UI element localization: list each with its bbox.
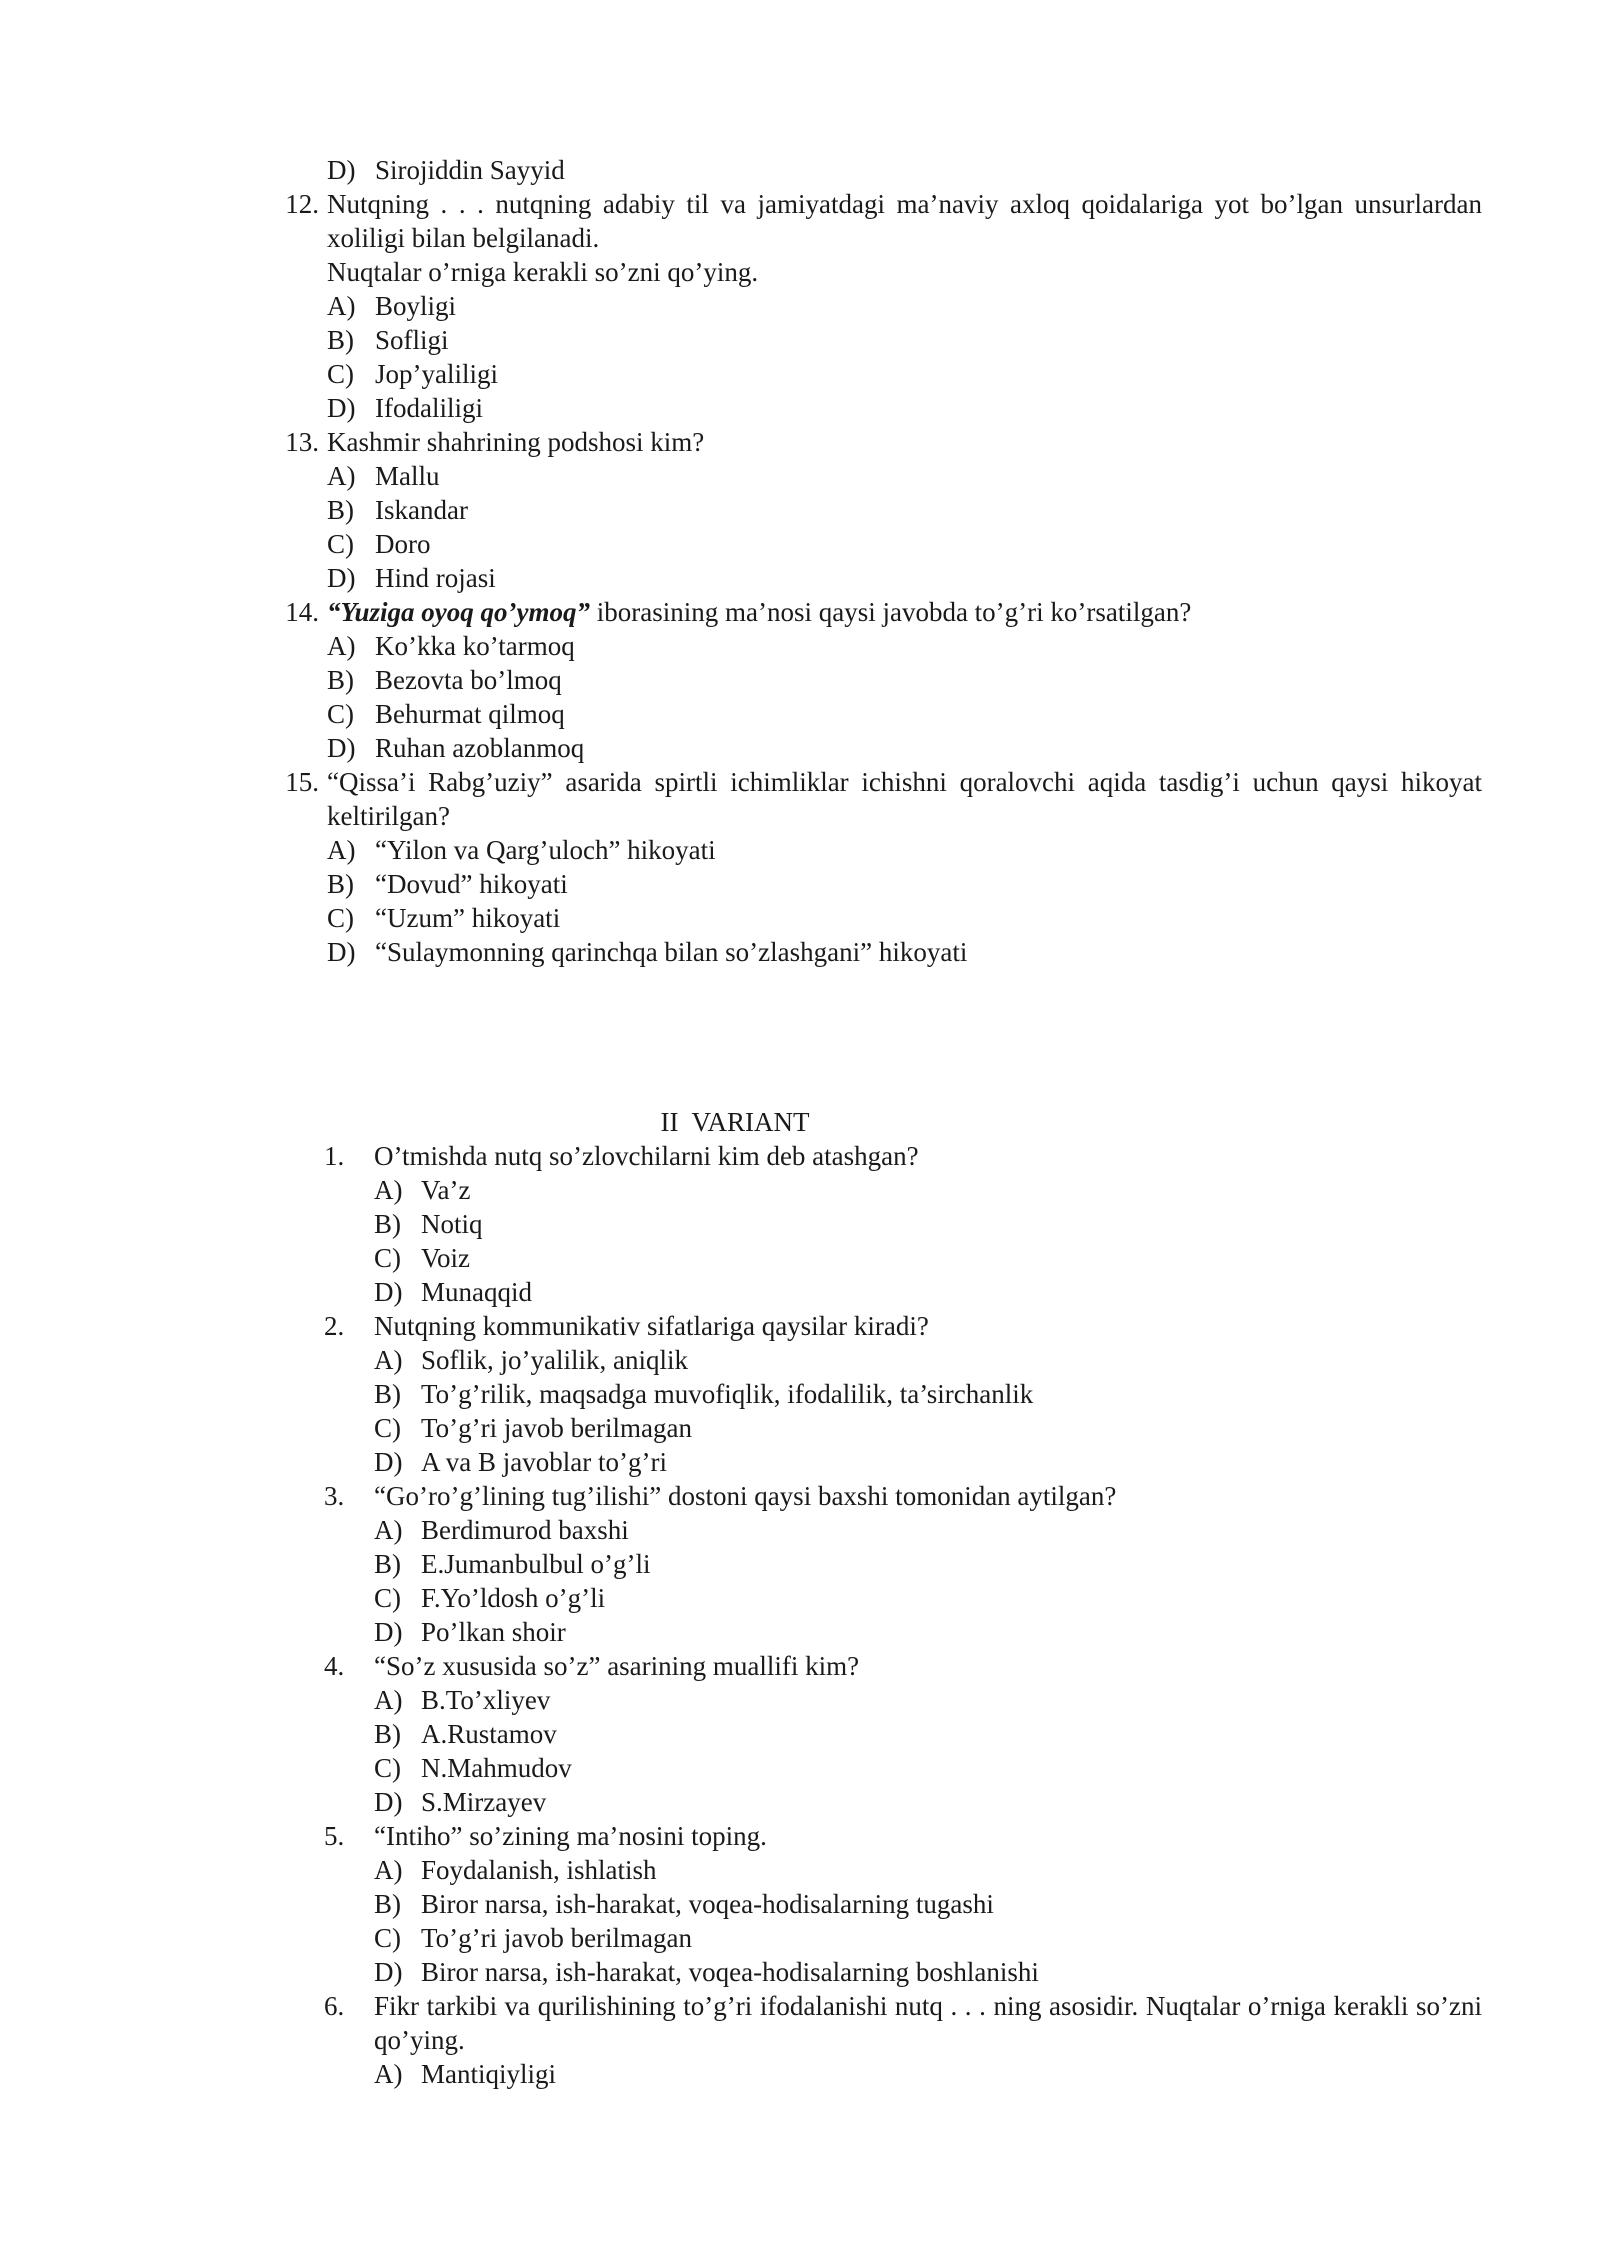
option-text: Munaqqid xyxy=(421,1277,532,1307)
option xyxy=(374,1955,1600,1989)
option-letter: A) xyxy=(327,631,356,661)
option-letter: B) xyxy=(374,1889,401,1919)
option xyxy=(374,1411,1600,1445)
option xyxy=(327,289,1600,323)
question-number: 14. xyxy=(285,597,319,627)
option-letter: A) xyxy=(374,1855,403,1885)
option xyxy=(374,1683,1600,1717)
option-letter: A) xyxy=(327,291,356,321)
option xyxy=(374,1921,1600,1955)
option xyxy=(327,323,1600,357)
question-13 xyxy=(285,425,1482,459)
option-letter: D) xyxy=(327,733,356,763)
option xyxy=(374,1377,1600,1411)
option-letter: A) xyxy=(374,2059,403,2089)
question-4 xyxy=(324,1649,1482,1683)
option xyxy=(374,1445,1600,1479)
question-text: O’tmishda nutq so’zlovchilarni kim deb atashgan? xyxy=(374,1141,919,1171)
option-text: Behurmat qilmoq xyxy=(375,699,565,729)
option-letter: C) xyxy=(327,699,354,729)
option-text: Berdimurod baxshi xyxy=(421,1515,629,1545)
option-text: Foydalanish, ishlatish xyxy=(421,1855,657,1885)
option-letter: A) xyxy=(327,461,356,491)
variant-heading: II VARIANT xyxy=(660,1107,810,1137)
option-letter: D) xyxy=(327,937,356,967)
option xyxy=(327,867,1600,901)
option xyxy=(374,1751,1600,1785)
option xyxy=(374,1241,1600,1275)
question-number: 3. xyxy=(324,1481,345,1511)
question-text-rest: iborasining ma’nosi qaysi javobda to’g’ri ko’rsatilgan? xyxy=(590,597,1192,627)
option xyxy=(374,1581,1600,1615)
option xyxy=(327,833,1600,867)
question-text: Nutqning kommunikativ sifatlariga qaysilar kiradi? xyxy=(374,1311,929,1341)
option-letter: C) xyxy=(374,1243,401,1273)
option-letter: B) xyxy=(327,495,354,525)
option xyxy=(327,459,1600,493)
option xyxy=(327,935,1600,969)
option xyxy=(374,1547,1600,1581)
option-text: “Dovud” hikoyati xyxy=(375,869,568,899)
option xyxy=(374,2057,1600,2091)
question-number: 1. xyxy=(324,1141,345,1171)
option-text: Mantiqiyligi xyxy=(421,2059,556,2089)
option-text: Voiz xyxy=(421,1243,471,1273)
option-letter: A) xyxy=(374,1685,403,1715)
option-text: Doro xyxy=(375,529,431,559)
option-letter: D) xyxy=(374,1277,403,1307)
question-text: Nutqning . . . nutqning adabiy til va jamiyatdagi ma’naviy axloq qoidalariga yot bo’lgan unsurlardan xoliligi bilan belgilanadi. xyxy=(327,189,1482,253)
option xyxy=(327,629,1600,663)
option-letter: C) xyxy=(327,529,354,559)
option xyxy=(327,901,1600,935)
option-text: Sirojiddin Sayyid xyxy=(375,155,565,185)
option-text: N.Mahmudov xyxy=(421,1753,572,1783)
question-number: 6. xyxy=(324,1991,345,2021)
option-text: A.Rustamov xyxy=(421,1719,557,1749)
option-letter: B) xyxy=(374,1549,401,1579)
question-text: Fikr tarkibi va qurilishining to’g’ri ifodalanishi nutq . . . ning asosidir. Nuqtalar o’rniga kerakli so’zni qo’ying. xyxy=(374,1991,1482,2055)
option-text: B.To’xliyev xyxy=(421,1685,551,1715)
option-letter: B) xyxy=(327,665,354,695)
option xyxy=(374,1887,1600,1921)
option-letter: C) xyxy=(374,1413,401,1443)
question-text xyxy=(327,595,1482,629)
question-number: 2. xyxy=(324,1311,345,1341)
option xyxy=(327,357,1600,391)
option xyxy=(374,1275,1600,1309)
option-letter: D) xyxy=(374,1787,403,1817)
option-text: Ko’kka ko’tarmoq xyxy=(375,631,575,661)
option-text: Sofligi xyxy=(375,325,449,355)
question-14 xyxy=(285,595,1482,629)
option xyxy=(327,391,1600,425)
option xyxy=(374,1343,1600,1377)
option-letter: B) xyxy=(327,325,354,355)
option-letter: A) xyxy=(374,1515,403,1545)
option xyxy=(374,1173,1600,1207)
option-letter: B) xyxy=(374,1379,401,1409)
option-letter: D) xyxy=(374,1957,403,1987)
question-15 xyxy=(285,765,1482,833)
option-text: To’g’ri javob berilmagan xyxy=(421,1413,693,1443)
option xyxy=(327,663,1600,697)
option-text: Boyligi xyxy=(375,291,457,321)
option xyxy=(374,1785,1600,1819)
option-text: Biror narsa, ish-harakat, voqea-hodisalarning boshlanishi xyxy=(421,1957,1039,1987)
option xyxy=(327,493,1600,527)
idiom-phrase: “Yuziga oyoq qo’ymoq” xyxy=(327,597,590,627)
option-letter: B) xyxy=(374,1719,401,1749)
question-text: “Qissa’i Rabg’uziy” asarida spirtli ichimliklar ichishni qoralovchi aqida tasdig’i uchun qaysi hikoyat keltirilgan? xyxy=(327,767,1482,831)
option-letter: C) xyxy=(374,1583,401,1613)
option xyxy=(327,527,1600,561)
option xyxy=(327,561,1600,595)
question-instruction: Nuqtalar o’rniga kerakli so’zni qo’ying. xyxy=(327,257,759,287)
question-6 xyxy=(324,1989,1482,2057)
option-letter: D) xyxy=(327,393,356,423)
option-text: Soflik, jo’yalilik, aniqlik xyxy=(421,1345,688,1375)
option-text: To’g’ri javob berilmagan xyxy=(421,1923,693,1953)
option-letter: D) xyxy=(327,563,356,593)
question-text: “Intiho” so’zining ma’nosini toping. xyxy=(374,1821,767,1851)
option-letter: C) xyxy=(327,359,354,389)
option-text: Bezovta bo’lmoq xyxy=(375,665,562,695)
option-letter: D) xyxy=(374,1617,403,1647)
option-text: A va B javoblar to’g’ri xyxy=(421,1447,667,1477)
question-12 xyxy=(285,187,1482,289)
option xyxy=(327,153,1600,187)
option-text: Hind rojasi xyxy=(375,563,496,593)
option-text: Va’z xyxy=(421,1175,471,1205)
option-letter: B) xyxy=(327,869,354,899)
option-text: “Uzum” hikoyati xyxy=(375,903,561,933)
option-letter: A) xyxy=(327,835,356,865)
question-5 xyxy=(324,1819,1482,1853)
option xyxy=(327,731,1600,765)
variant-2-section xyxy=(0,1139,1600,2091)
option xyxy=(374,1853,1600,1887)
question-number: 15. xyxy=(285,767,319,797)
option-letter: C) xyxy=(374,1753,401,1783)
option-text: “Yilon va Qarg’uloch” hikoyati xyxy=(375,835,716,865)
option xyxy=(374,1513,1600,1547)
option-letter: C) xyxy=(374,1923,401,1953)
option-letter: D) xyxy=(327,155,356,185)
option-text: Jop’yaliligi xyxy=(375,359,498,389)
question-text: “So’z xususida so’z” asarining muallifi kim? xyxy=(374,1651,860,1681)
question-1 xyxy=(324,1139,1482,1173)
question-number: 13. xyxy=(285,427,319,457)
question-3 xyxy=(324,1479,1482,1513)
option-text: Mallu xyxy=(375,461,440,491)
option-text: S.Mirzayev xyxy=(421,1787,547,1817)
question-text: “Go’ro’g’lining tug’ilishi” dostoni qaysi baxshi tomonidan aytilgan? xyxy=(374,1481,1117,1511)
variant-1-section xyxy=(0,153,1600,969)
option-letter: A) xyxy=(374,1345,403,1375)
option-letter: D) xyxy=(374,1447,403,1477)
question-text: Kashmir shahrining podshosi kim? xyxy=(327,427,705,457)
option-letter: B) xyxy=(374,1209,401,1239)
option-letter: C) xyxy=(327,903,354,933)
option-text: Ifodaliligi xyxy=(375,393,483,423)
option-letter: A) xyxy=(374,1175,403,1205)
question-number: 4. xyxy=(324,1651,345,1681)
option-text: Notiq xyxy=(421,1209,483,1239)
question-2 xyxy=(324,1309,1482,1343)
question-number: 12. xyxy=(285,189,319,219)
option-text: F.Yo’ldosh o’g’li xyxy=(421,1583,606,1613)
question-number: 5. xyxy=(324,1821,345,1851)
option-text: To’g’rilik, maqsadga muvofiqlik, ifodalilik, ta’sirchanlik xyxy=(421,1379,1034,1409)
option xyxy=(374,1207,1600,1241)
option-text: Iskandar xyxy=(375,495,468,525)
option-text: Ruhan azoblanmoq xyxy=(375,733,585,763)
option xyxy=(374,1615,1600,1649)
option xyxy=(327,697,1600,731)
option-text: E.Jumanbulbul o’g’li xyxy=(421,1549,651,1579)
option-text: Biror narsa, ish-harakat, voqea-hodisalarning tugashi xyxy=(421,1889,994,1919)
option xyxy=(374,1717,1600,1751)
option-text: “Sulaymonning qarinchqa bilan so’zlashgani” hikoyati xyxy=(375,937,968,967)
option-text: Po’lkan shoir xyxy=(421,1617,566,1647)
